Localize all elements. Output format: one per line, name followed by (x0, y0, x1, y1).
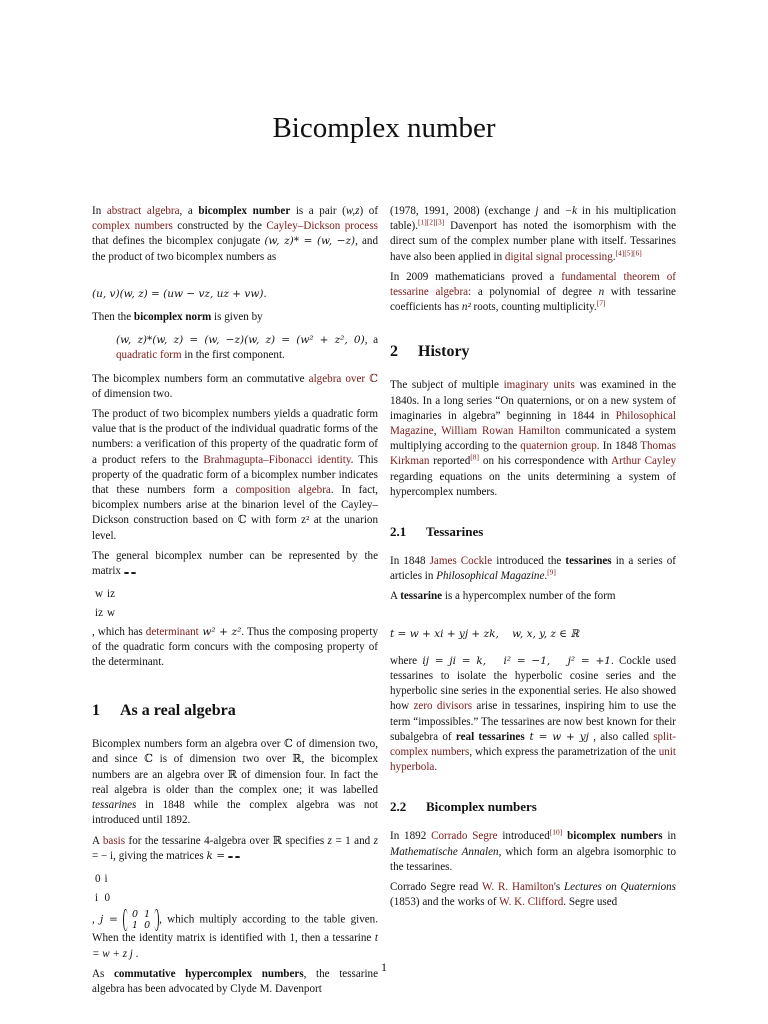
tessarine-definition-paragraph: A tessarine is a hypercomplex number of the form (390, 590, 616, 603)
page-title: Bicomplex number (272, 112, 496, 144)
matrix-paragraph: The general bicomplex number can be represented by the matrix (92, 549, 378, 578)
citation-7[interactable]: [7] (596, 298, 606, 308)
hypercomplex-paragraph: As commutative hypercomplex numbers, the tessarine algebra has been advocated by Clyde M. Davenport (92, 967, 379, 995)
link-philosophical-magazine[interactable]: Philosophical Magazine (390, 409, 676, 438)
history-paragraph: The subject of multiple imaginary units was examined in the 1840s. In a long series “On quaternions, or on a new system of imaginaries in algebra” beginning in 1844 in Philosophical Magazine, William Rowan Hamilton communicated a system multiplying according to the quaternion group. In 1848 Thomas Kirkman reported[8] on his correspondence with Arthur Cayley regarding equations on the units determining a system of hypercomplex numbers. (390, 379, 677, 498)
link-determinant[interactable]: determinant (145, 625, 199, 638)
link-w-k-clifford[interactable]: W. K. Clifford (499, 896, 564, 909)
link-quadratic-form[interactable]: quadratic form (116, 349, 182, 362)
link-quaternion-group[interactable]: quaternion group (520, 440, 597, 453)
davenport-paragraph: (1978, 1991, 2008) (exchange j and −k in his multiplication table).[1][2][3] Davenport has noted the isomorphism with the direct sum of the complex number plane with itself. Tessarines have also been applied in digital signal processing.[4][5][6] (390, 205, 677, 263)
link-cayley-dickson-process[interactable]: Cayley–Dickson process (266, 220, 378, 233)
norm-equation: (w, z)*(w, z) = (w, −z)(w, z) = (w² + z², 0), a quadratic form in the first component. (116, 334, 378, 362)
fundamental-theorem-paragraph: In 2009 mathematicians proved a fundamental theorem of tessarine algebra: a polynomial of degree n with tessarine coefficients has n² roots, counting multiplicity.[7] (390, 270, 676, 314)
link-composition-algebra[interactable]: composition algebra (235, 484, 331, 497)
link-split-complex-numbers[interactable]: split-complex numbers (390, 730, 676, 759)
product-equation: (u, v)(w, z) = (uw − vz, uz + vw). (92, 287, 267, 300)
link-thomas-kirkman[interactable]: Thomas Kirkman (390, 440, 676, 468)
link-zero-divisors[interactable]: zero divisors (413, 700, 473, 713)
real-algebra-paragraph: Bicomplex numbers form an algebra over ℂ of dimension two, and since ℂ is of dimension two over ℝ, the bicomplex numbers are an algebra over ℝ of dimension four. In fact the real algebra is older than the complex one; it was labelled tessarines in 1848 while the complex algebra was not introduced until 1892. (92, 738, 378, 827)
link-brahmagupta-fibonacci-identity[interactable]: Brahmagupta–Fibonacci identity (203, 453, 351, 466)
link-unit-hyperbola[interactable]: unit hyperbola (390, 746, 676, 774)
citation-10[interactable]: [10] (549, 827, 563, 837)
section-heading-real-algebra: 1 As a real algebra (92, 702, 236, 720)
segre-paragraph: In 1892 Corrado Segre introduced[10] bicomplex numbers in Mathematische Annalen, which form an algebra isomorphic to the tessarines. (390, 827, 676, 873)
citation-8[interactable]: [8] (470, 452, 480, 462)
link-digital-signal-processing[interactable]: digital signal processing (504, 250, 613, 263)
link-basis[interactable]: basis (102, 834, 126, 847)
subsection-heading-tessarines: 2.1 Tessarines (390, 524, 484, 540)
intro-paragraph: In abstract algebra, a bicomplex number is a pair (w,z) of complex numbers constructed by the Cayley–Dickson process that defines the bicomplex conjugate (w, z)* = (w, −z), and the product of two bicomplex numbers as (92, 205, 379, 263)
page-number: 1 (381, 960, 387, 974)
link-algebra-over-c[interactable]: algebra over ℂ (308, 372, 378, 385)
commutative-paragraph: The bicomplex numbers form an commutative algebra over ℂ of dimension two. (92, 372, 378, 400)
link-arthur-cayley[interactable]: Arthur Cayley (611, 455, 677, 468)
right-column (390, 204, 676, 916)
section-heading-history: 2 History (390, 343, 470, 361)
segre-read-paragraph: Corrado Segre read W. R. Hamilton's Lectures on Quaternions (1853) and the works of W. K. Clifford. Segre used (390, 881, 676, 909)
link-complex-numbers[interactable]: complex numbers (92, 220, 173, 233)
quadratic-form-paragraph: The product of two bicomplex numbers yields a quadratic form value that is the product of the individual quadratic forms of the numbers: a verification of this property of the quadratic form of a product refers to the Brahmagupta–Fibonacci identity. This property of the quadratic form of a bicomplex number indicates that these numbers form a composition algebra. In fact, bicomplex numbers arise at the binarion level of the Cayley–Dickson construction based on ℂ with form z² at the unarion level. (92, 408, 378, 542)
tessarine-properties-paragraph: where ij = ji = k, i² = −1, j² = +1. Cockle used tessarines to isolate the hyperbolic cosine series and the hyperbolic sine series in the exponential series. He also showed how zero divisors arise in tessarines, inspiring him to use the term “impossibles.” The tessarines are now best known for their subalgebra of real tessarines t = w + yj , also called split-complex numbers, which express the parametrization of the unit hyperbola. (390, 654, 676, 774)
link-james-cockle[interactable]: James Cockle (429, 555, 493, 568)
citation-4-5-6[interactable]: [4][5][6] (615, 247, 642, 257)
link-abstract-algebra[interactable]: abstract algebra (106, 205, 180, 217)
link-fundamental-theorem[interactable]: fundamental theorem of tessarine algebra (390, 270, 676, 299)
cockle-paragraph: In 1848 James Cockle introduced the tessarines in a series of articles in Philosophical Magazine.[9] (390, 555, 676, 583)
left-column: In abstract algebra, a bicomplex number is a pair (w,z) of complex numbers constructed by the Cayley–Dickson process that defines the bicomplex conjugate (w, z)* = (w, −z), and the product of two bicomplex numbers as (u, v)(w, z) = (uw − vz, uz + vw). Then the bicomplex norm is given by (w, z)*(w, z) = (w, −z)(w, z) = (w² + z², 0), a quadratic form in the first component. The bicomplex numbers form an commutative algebra over ℂ of dimension two. The product of two bicomplex numbers yields a quadratic form value that is the product of the individual quadratic forms of the numbers: a verification of this property of the quadratic form of a product refers to the Brahmagupta–Fibonacci identity. This property of the quadratic form of a bicomplex number indicates that these numbers form a composition algebra. In fact, bicomplex numbers arise at the binarion level of the Cayley–Dickson construction based on ℂ with form z² at the unarion level. The general bicomplex number can be represented by the matrix w iz iz w , which has determinant w² + z². Thus the composing property of the quadratic form concurs with the composing property of the determinant. 1 As a real algebra Bicomplex numbers form an algebra over ℂ of dimension two, and since ℂ is of dimension two over ℝ, the bicomplex numbers are an algebra over ℝ of dimension four. In fact the real algebra is older than the complex one; it was labelled tessarines in 1848 while the complex algebra was not introduced until 1892. A basis for the tessarine 4-algebra over ℝ specifies z = 1 and z = − i, giving the matrices k = 0 i i 0 , j = 0 1 1 0 , which multiply according to the table given. When the identity matrix is identified with 1, then a tessarine t = w + z j . As commutative hypercomplex numbers, the tessarine algebra has been advocated by Clyde M. Davenport (92, 204, 378, 1002)
citation-9[interactable]: [9] (547, 567, 556, 577)
link-imaginary-units[interactable]: imaginary units (503, 379, 575, 392)
tessarine-equation: t = w + xi + yj + zk, w, x, y, z ∈ ℝ (390, 627, 580, 640)
norm-paragraph: Then the bicomplex norm is given by (92, 311, 263, 324)
basis-paragraph: A basis for the tessarine 4-algebra over ℝ specifies z = 1 and z = − i, giving the matrices k = (92, 834, 378, 862)
link-w-r-hamilton[interactable]: W. R. Hamilton (481, 881, 554, 894)
citation-1-2-3[interactable]: [1][2][3] (418, 217, 445, 227)
link-william-rowan-hamilton[interactable]: William Rowan Hamilton (441, 425, 561, 438)
subsection-heading-bicomplex-numbers: 2.2 Bicomplex numbers (390, 799, 537, 815)
link-corrado-segre[interactable]: Corrado Segre (431, 830, 498, 843)
matrix-j: 0 1 1 0 (123, 909, 159, 931)
